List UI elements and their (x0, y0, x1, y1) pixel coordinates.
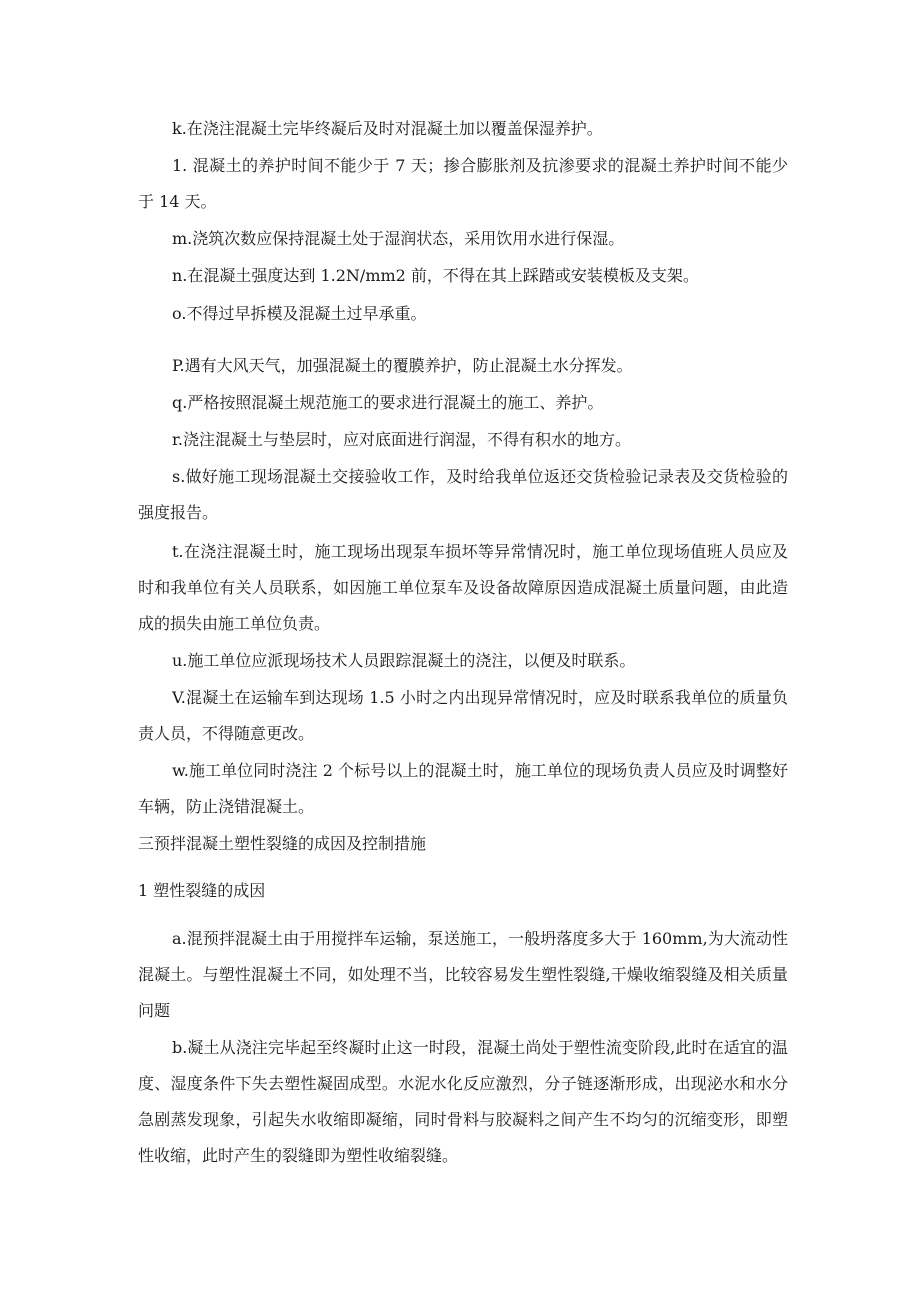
paragraph-m: m.浇筑次数应保持混凝土处于湿润状态，采用饮用水进行保湿。 (172, 229, 625, 248)
subsection-heading: 1 塑性裂缝的成因 (138, 881, 266, 900)
paragraph-q: q.严格按照混凝土规范施工的要求进行混凝土的施工、养护。 (172, 393, 604, 412)
paragraph-t: t.在浇注混凝土时，施工现场出现泵车损坏等异常情况时，施工单位现场值班人员应及时和我单位有关人员联系，如因施工单位泵车及设备故障原因造成混凝土质量问题，由此造成的损失由施工单位负责。 (138, 542, 788, 633)
paragraph-w: w.施工单位同时浇注 2 个标号以上的混凝土时，施工单位的现场负责人员应及时调整好车辆，防止浇错混凝土。 (138, 761, 788, 816)
paragraph-l: 1. 混凝土的养护时间不能少于 7 天；掺合膨胀剂及抗渗要求的混凝土养护时间不能少于 14 天。 (138, 156, 788, 211)
paragraph-a: a.混预拌混凝土由于用搅拌车运输，泵送施工，一般坍落度多大于 160mm,为大流动性混凝土。与塑性混凝土不同，如处理不当，比较容易发生塑性裂缝,干燥收缩裂缝及相关质量问题 (138, 929, 788, 1020)
paragraph-v: V.混凝土在运输车到达现场 1.5 小时之内出现异常情况时，应及时联系我单位的质量负责人员，不得随意更改。 (138, 688, 788, 743)
paragraph-p: P.遇有大风天气，加强混凝土的覆膜养护，防止混凝土水分挥发。 (172, 356, 633, 375)
paragraph-u: u.施工单位应派现场技术人员跟踪混凝土的浇注，以便及时联系。 (172, 651, 636, 670)
paragraph-o: o.不得过早拆模及混凝土过早承重。 (172, 304, 427, 323)
paragraph-r: r.浇注混凝土与垫层时，应对底面进行润湿，不得有积水的地方。 (172, 430, 631, 449)
section-heading: 三预拌混凝土塑性裂缝的成因及控制措施 (138, 834, 427, 853)
paragraph-b: b.凝土从浇注完毕起至终凝时止这一时段，混凝土尚处于塑性流变阶段,此时在适宜的温度、湿度条件下失去塑性凝固成型。水泥水化反应激烈，分子链逐渐形成，出现泌水和水分急剧蒸发现象，引起失水收缩即凝缩，同时骨料与胶凝料之间产生不均匀的沉缩变形，即塑性收缩，此时产生的裂缝即为塑性收缩裂缝。 (138, 1038, 788, 1165)
paragraph-k: k.在浇注混凝土完毕终凝后及时对混凝土加以覆盖保湿养护。 (172, 119, 603, 138)
paragraph-n: n.在混凝土强度达到 1.2N/mm2 前，不得在其上踩踏或安装模板及支架。 (172, 266, 699, 285)
paragraph-s: s.做好施工现场混凝土交接验收工作，及时给我单位返还交货检验记录表及交货检验的强度报告。 (138, 467, 788, 522)
